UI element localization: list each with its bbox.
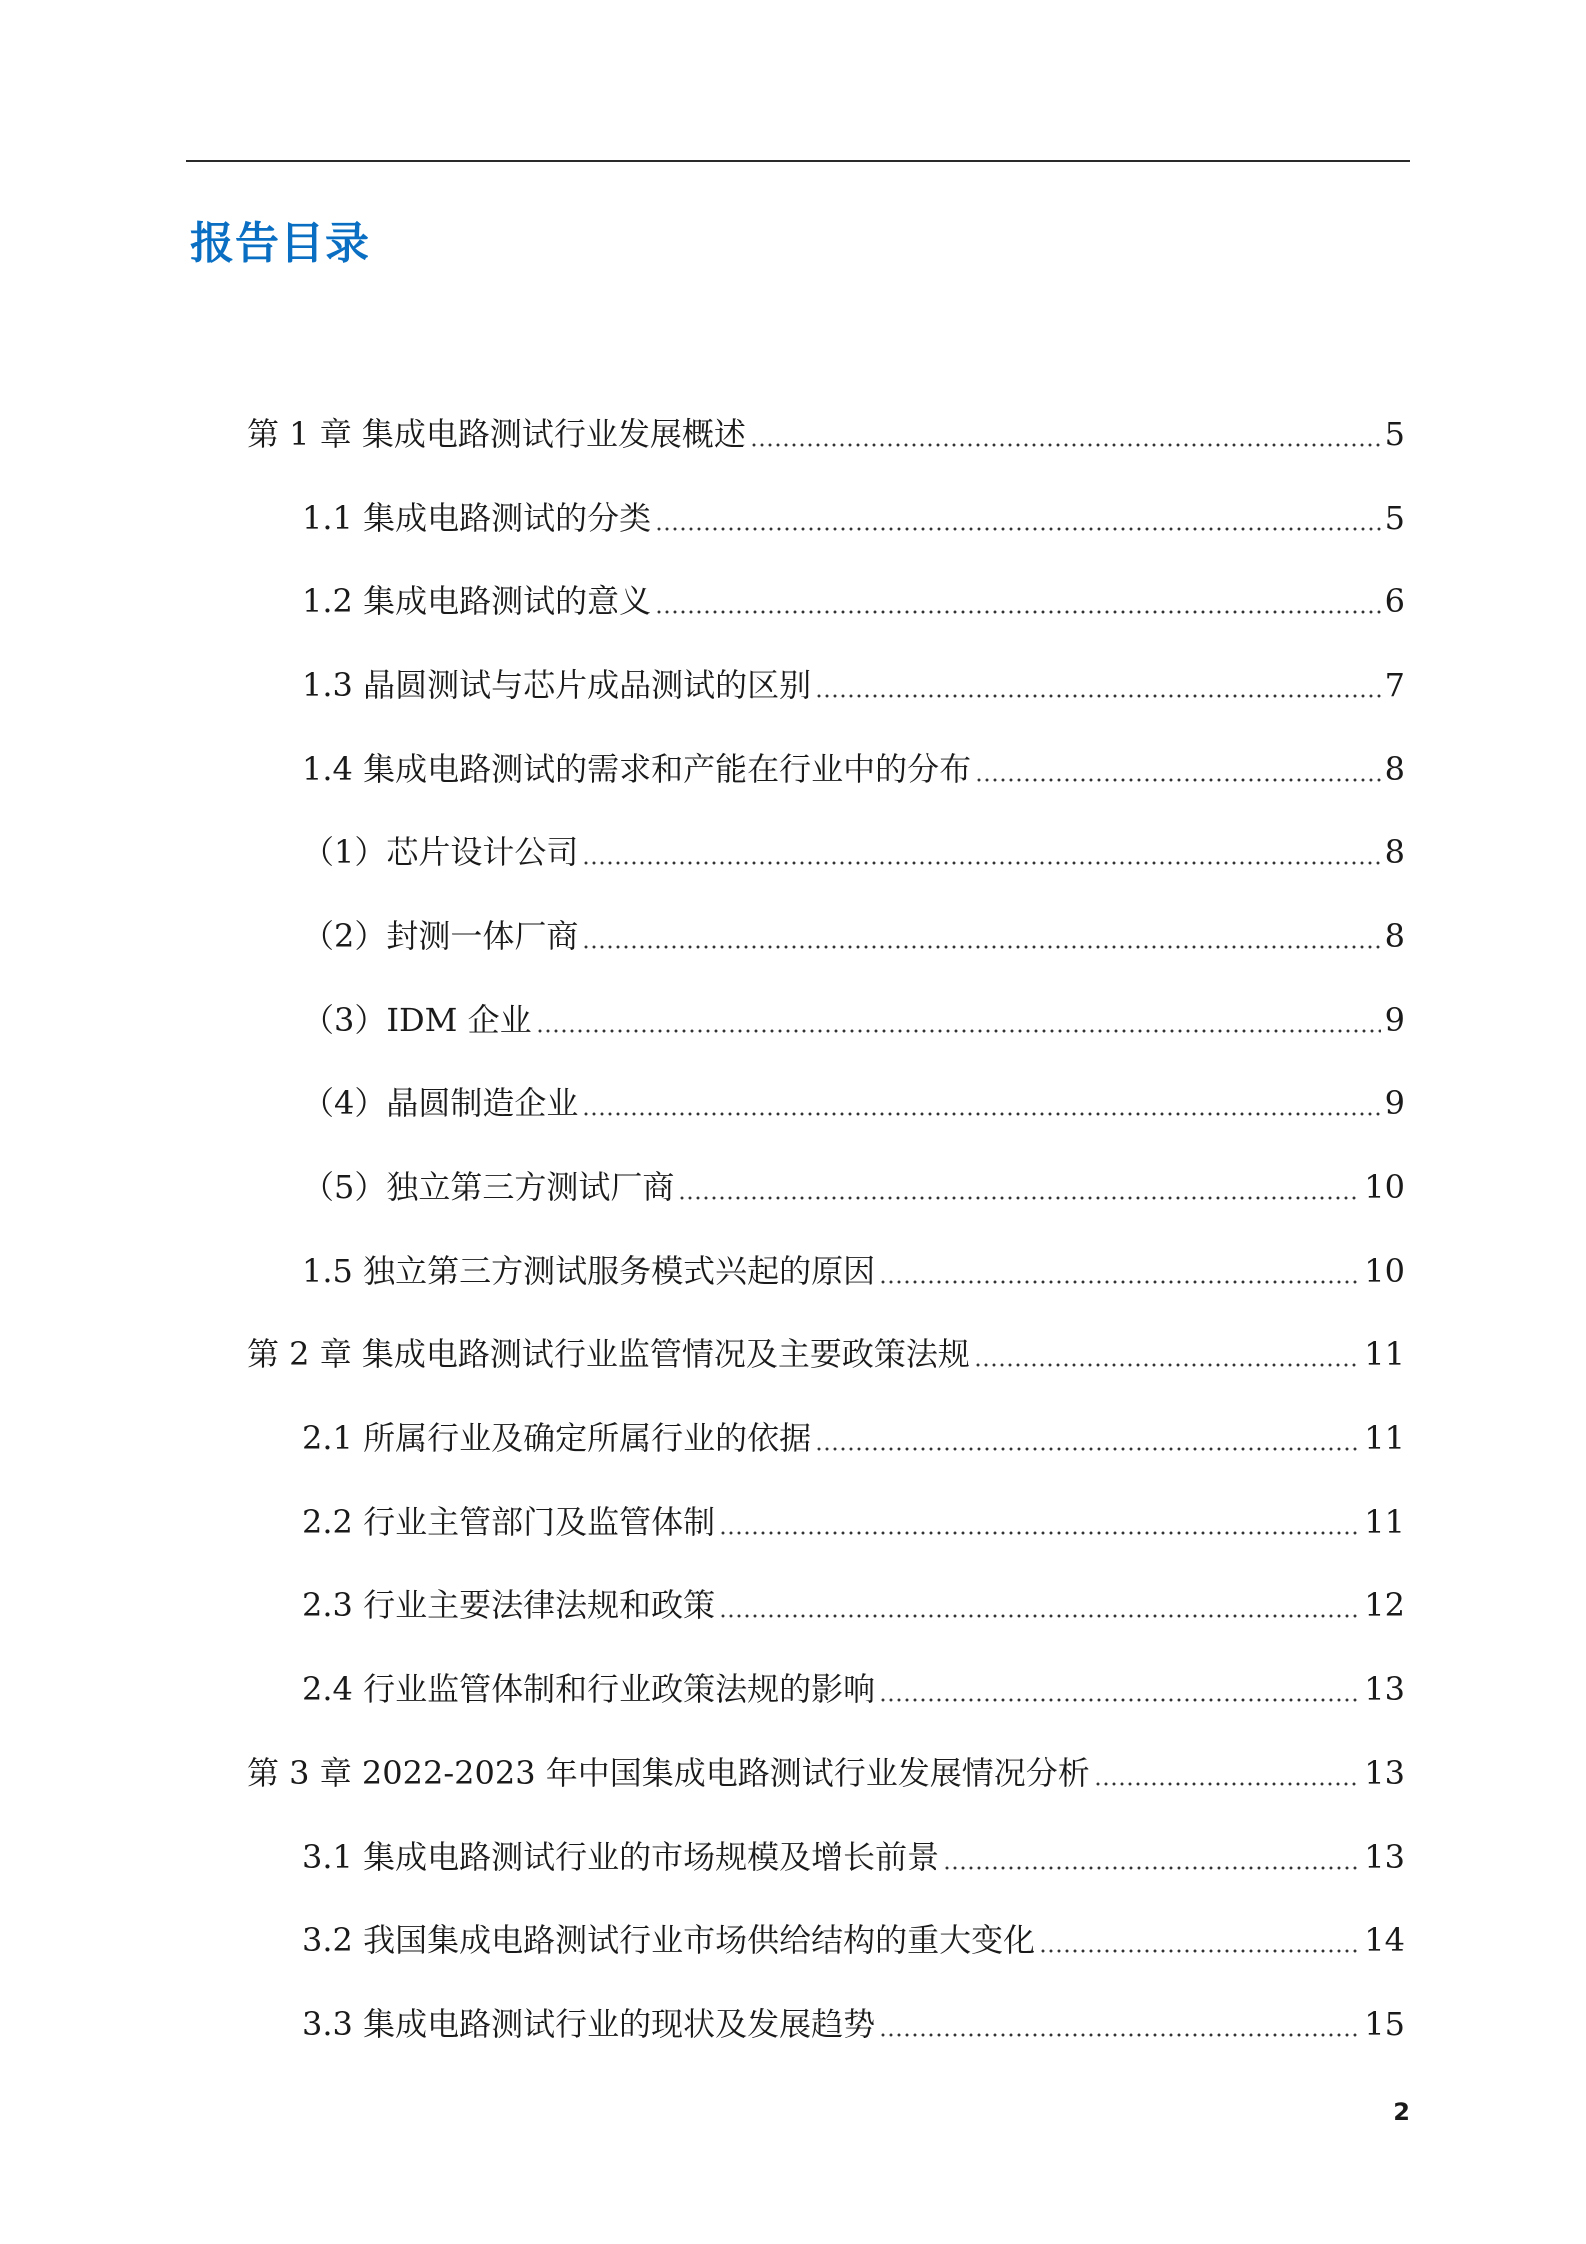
dot-leader <box>879 1279 1360 1285</box>
dot-leader <box>975 777 1381 783</box>
dot-leader <box>582 860 1380 866</box>
toc-section-entry[interactable] <box>0 810 1586 894</box>
toc-section-entry[interactable] <box>0 476 1586 560</box>
dot-leader <box>678 1195 1360 1201</box>
toc-entry-page: 15 <box>1364 2004 1405 2043</box>
toc-entry-page: 9 <box>1384 1000 1405 1039</box>
toc-entry-label: 1.3 晶圆测试与芯片成品测试的区别 <box>302 665 812 704</box>
toc-entry-page: 13 <box>1364 1837 1405 1876</box>
toc-entry-label: 3.2 我国集成电路测试行业市场供给结构的重大变化 <box>302 1921 1036 1960</box>
toc-entry-label: 第 1 章 集成电路测试行业发展概述 <box>247 414 746 453</box>
toc-entry-page: 8 <box>1384 749 1405 788</box>
toc-section-entry[interactable] <box>0 978 1586 1062</box>
toc-section-entry[interactable] <box>0 1898 1586 1982</box>
toc-section-entry[interactable] <box>0 894 1586 978</box>
toc-section-entry[interactable] <box>0 1647 1586 1731</box>
toc-entry-page: 10 <box>1364 1251 1405 1290</box>
dot-leader <box>879 1697 1360 1703</box>
toc-entry-label: 3.1 集成电路测试行业的市场规模及增长前景 <box>302 1837 940 1876</box>
toc-entry-label: 2.2 行业主管部门及监管体制 <box>302 1502 716 1541</box>
toc-entry-label: 1.1 集成电路测试的分类 <box>302 498 652 537</box>
toc-entry-page: 8 <box>1384 833 1405 872</box>
toc-section-entry[interactable] <box>0 1145 1586 1229</box>
dot-leader <box>1039 1948 1360 1954</box>
dot-leader <box>582 1111 1380 1117</box>
toc-entry-page: 13 <box>1364 1670 1405 1709</box>
toc-chapter-entry[interactable] <box>0 1731 1586 1815</box>
toc-section-entry[interactable] <box>0 643 1586 727</box>
dot-leader <box>719 1530 1360 1536</box>
toc-entry-label: （4）晶圆制造企业 <box>302 1084 579 1123</box>
dot-leader <box>879 2032 1360 2038</box>
toc-chapter-entry[interactable] <box>0 1313 1586 1397</box>
toc-entry-label: 1.5 独立第三方测试服务模式兴起的原因 <box>302 1251 876 1290</box>
header-rule <box>186 160 1410 162</box>
toc-entry-label: 1.2 集成电路测试的意义 <box>302 582 652 621</box>
dot-leader <box>655 526 1381 532</box>
toc-entry-page: 6 <box>1384 582 1405 621</box>
toc-entry-page: 11 <box>1364 1419 1405 1458</box>
toc-entry-label: 1.4 集成电路测试的需求和产能在行业中的分布 <box>302 749 972 788</box>
dot-leader <box>582 944 1380 950</box>
toc-entry-label: 2.1 所属行业及确定所属行业的依据 <box>302 1419 812 1458</box>
table-of-contents <box>0 392 1586 2066</box>
toc-chapter-entry[interactable] <box>0 392 1586 476</box>
toc-entry-page: 11 <box>1364 1335 1405 1374</box>
toc-entry-page: 5 <box>1384 414 1405 453</box>
toc-section-entry[interactable] <box>0 1480 1586 1564</box>
toc-entry-page: 12 <box>1364 1586 1405 1625</box>
page-number: 2 <box>1393 2098 1410 2126</box>
toc-entry-label: 第 2 章 集成电路测试行业监管情况及主要政策法规 <box>247 1335 970 1374</box>
toc-entry-page: 8 <box>1384 916 1405 955</box>
toc-entry-label: （5）独立第三方测试厂商 <box>302 1168 675 1207</box>
toc-heading: 报告目录 <box>190 218 370 269</box>
toc-entry-page: 11 <box>1364 1502 1405 1541</box>
toc-section-entry[interactable] <box>0 1229 1586 1313</box>
toc-entry-label: 3.3 集成电路测试行业的现状及发展趋势 <box>302 2004 876 2043</box>
toc-section-entry[interactable] <box>0 559 1586 643</box>
toc-entry-label: （1）芯片设计公司 <box>302 833 579 872</box>
dot-leader <box>750 442 1381 448</box>
toc-entry-label: （2）封测一体厂商 <box>302 916 579 955</box>
dot-leader <box>719 1613 1360 1619</box>
toc-section-entry[interactable] <box>0 1815 1586 1899</box>
toc-section-entry[interactable] <box>0 727 1586 811</box>
toc-section-entry[interactable] <box>0 1564 1586 1648</box>
dot-leader <box>815 693 1381 699</box>
dot-leader <box>815 1446 1360 1452</box>
toc-entry-page: 10 <box>1364 1168 1405 1207</box>
toc-entry-label: （3）IDM 企业 <box>302 1000 532 1039</box>
toc-entry-page: 13 <box>1364 1753 1405 1792</box>
toc-entry-label: 第 3 章 2022-2023 年中国集成电路测试行业发展情况分析 <box>247 1753 1090 1792</box>
toc-section-entry[interactable] <box>0 1062 1586 1146</box>
dot-leader <box>1094 1781 1361 1787</box>
dot-leader <box>974 1362 1360 1368</box>
toc-entry-page: 14 <box>1364 1921 1405 1960</box>
dot-leader <box>655 609 1381 615</box>
dot-leader <box>943 1865 1360 1871</box>
toc-section-entry[interactable] <box>0 1396 1586 1480</box>
dot-leader <box>536 1028 1381 1034</box>
toc-entry-page: 7 <box>1384 665 1405 704</box>
toc-entry-label: 2.4 行业监管体制和行业政策法规的影响 <box>302 1670 876 1709</box>
toc-entry-label: 2.3 行业主要法律法规和政策 <box>302 1586 716 1625</box>
toc-section-entry[interactable] <box>0 1982 1586 2066</box>
toc-entry-page: 5 <box>1384 498 1405 537</box>
toc-entry-page: 9 <box>1384 1084 1405 1123</box>
